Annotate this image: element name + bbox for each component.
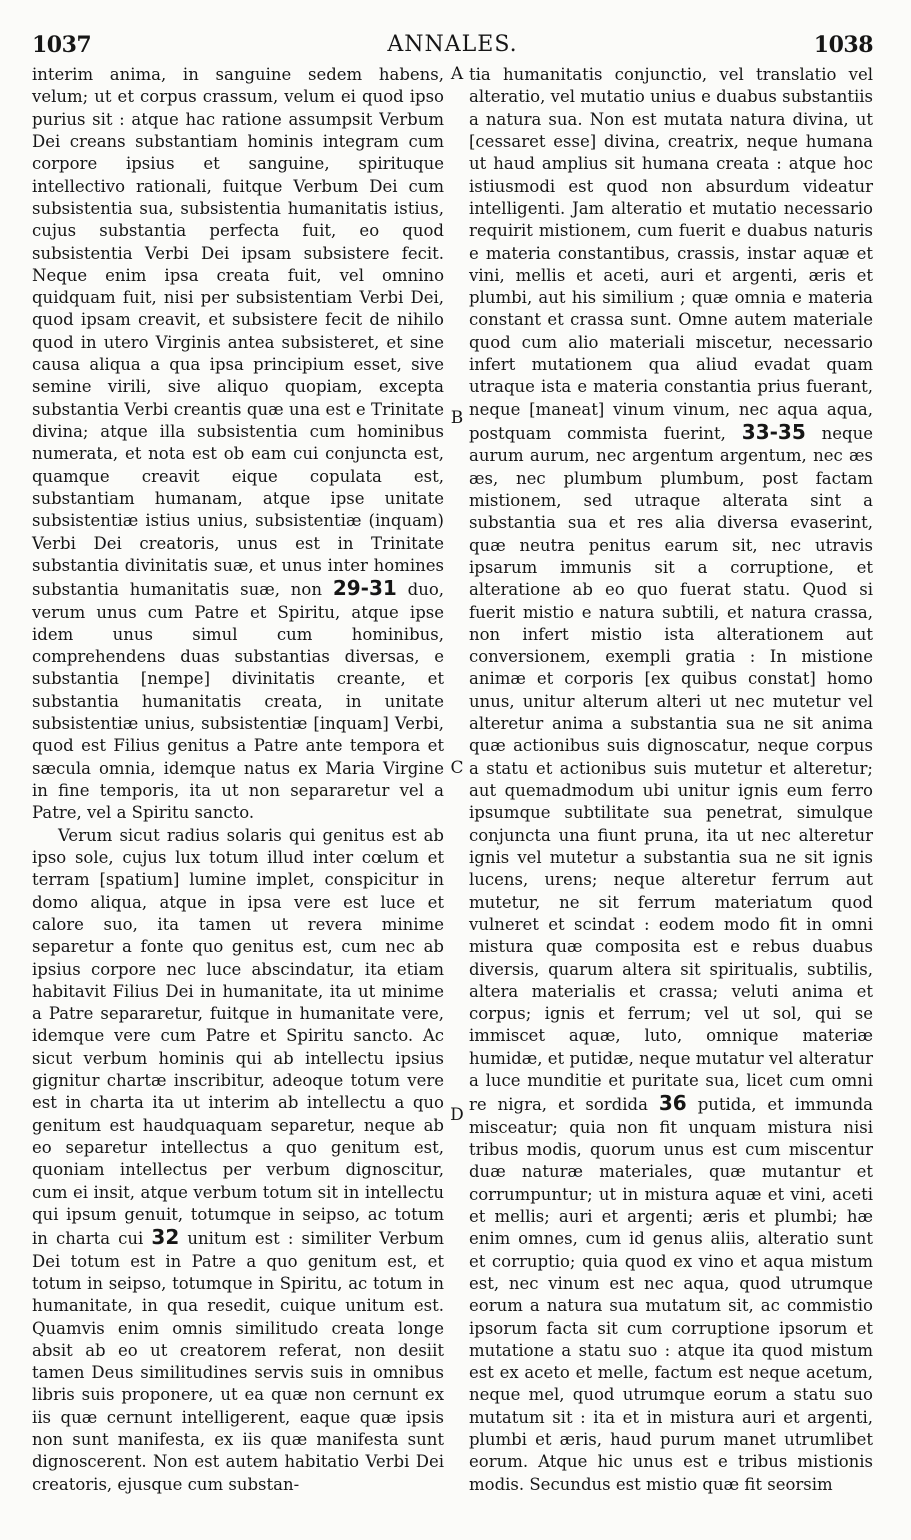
left-paragraph-2 <box>32 825 444 1496</box>
right-text-b: neque aurum aurum, nec argentum argentum, nec æs æs, nec plumbum plumbum, post factam mistionem, sed utraque alterata sint a substantia sua et res alia diversa evaserint, quæ neutra penitus earum sit, nec utravis ipsarum immunis sit a corruptione, et alteratione ab eo quo fuerat statu. Quod si fuerit mistio e natura subtili, et natura crassa, non infert mistio ista alterationem aut conversionem, exempli gratia : In mistione animæ et corporis [ex quibus constat] homo unus, unitur alterum alteri ut nec mutetur vel alteretur anima a substantia sua ne sit anima quæ actionibus suis dignoscatur, neque corpus a statu et actionibus suis mutetur et alteretur; aut quemadmodum ubi unitur ignis eum ferro ipsumque subtilitate sua penetrat, simulque conjuncta una fiunt pruna, ita ut nec alteretur ignis vel mutetur a substantia sua ne sit ignis lucens, urens; neque alteretur ferrum aut mutetur, ne sit ferrum materiatum quod vulneret et scindat : eodem modo fit in omni mistura quæ composita est e rebus duabus diversis, quarum altera sit spiritualis, subtilis, altera materialis et crassa; veluti anima et corpus; ignis et ferrum; vel ut sol, qui se immiscet aquæ, luto, omnique materiæ humidæ, et putidæ, neque mutatur vel alteratur a luce munditie et puritate sua, licet cum omni re nigra, et sordida <box>469 424 873 1115</box>
margin-marker-c: C <box>450 758 464 778</box>
right-text-c: putida, et immunda misceatur; quia non fit unquam mistura nisi tribus modis, quorum unus est cum miscentur duæ naturæ materiales, quæ mutantur et corrumpuntur; ut in mistura aquæ et vini, aceti et mellis; auri et argenti; æris et plumbi; hæ enim omnes, cum id genus aliis, alteratio sunt et corruptio; quia quod ex vino et aqua mistum est, nec vinum est nec aqua, quod utrumque eorum a natura sua mutatum sit, ac commistio ipsorum facta sit cum corruptione ipsorum et mutatione a statu suo : atque ita quod mistum est ex aceto et melle, factum est neque acetum, neque mel, quod utrumque eorum a statu suo mutatum sit : ita et in mistura auri et argenti, plumbi et æris, haud purum manet utrumlibet eorum. Atque hic unus est e tribus mistionis modis. Secundus est mistio quæ fit seorsim <box>469 1095 873 1494</box>
left-text-2b: unitum est : similiter Verbum Dei totum est in Patre a quo genitum est, et totum in seipso, totumque in Spiritu, ac totum in humanitate, in qua resedit, cuique unitum est. Quamvis enim omnis similitudo creata longe absit ab eo ut creatorem referat, non desiit tamen Deus similitudines servis suis in omnibus libris suis proponere, ut ea quæ non cernunt ex iis quæ cernunt intelligerent, eaque quæ ipsis non sunt manifesta, ex iis quæ manifesta sunt dignoscerent. Non est autem habitatio Verbi Dei creatoris, ejusque cum substan- <box>32 1229 445 1494</box>
margin-marker-b: B <box>450 408 464 428</box>
section-number-32: 32 <box>151 1225 180 1250</box>
section-number-33-35: 33-35 <box>741 420 806 444</box>
margin-marker-d: D <box>450 1105 464 1125</box>
section-number-29-31: 29-31 <box>332 576 397 601</box>
left-paragraph-1 <box>32 64 444 825</box>
page-number-left: 1037 <box>32 32 92 58</box>
left-column <box>32 64 444 1496</box>
right-column <box>469 64 873 1496</box>
left-text-1b: duo, verum unus cum Patre et Spiritu, atque ipse idem unus simul cum hominibus, comprehendens duas substantias diversas, e substantia [nempe] divinitatis creante, et substantia humanitatis creata, in unitate subsistentiæ unius, subsistentiæ [inquam] Verbi, quod est Filius genitus a Patre ante tempora et sæcula omnia, idemque natus ex Maria Virgine in fine temporis, ita ut non separaretur vel a Patre, vel a Spiritu sancto. <box>32 580 445 823</box>
left-text-2a: Verum sicut radius solaris qui genitus est ab ipso sole, cujus lux totum illud inter cœlum et terram [spatium] lumine implet, conspicitur in domo aliqua, atque in ipsa vere est luce et calore suo, ita tamen ut revera minime separetur a fonte quo genitus est, cum nec ab ipsius corpore nec luce abscindatur, ita etiam habitavit Filius Dei in humanitate, ita ut minime a Patre separaretur, fuitque in humanitate vere, idemque vere cum Patre et Spiritu sancto. Ac sicut verbum hominis qui ab intellectu ipsius gignitur chartæ inscribitur, adeoque totum vere est in charta ita ut interim ab intellectu a quo genitum est haudquaquam separetur, neque ab eo separetur intellectus a quo genitum est, quoniam intellectus per verbum dignoscitur, cum ei insit, atque verbum totum sit in intellectu qui ipsum genuit, totumque in seipso, ac totum in charta cui <box>32 825 444 1249</box>
margin-marker-a: A <box>450 64 464 84</box>
running-header <box>32 28 873 62</box>
page-number-right: 1038 <box>813 32 873 58</box>
right-paragraph-1 <box>469 64 873 1496</box>
section-number-36: 36 <box>658 1091 687 1116</box>
right-text-a: tia humanitatis conjunctio, vel translatio vel alteratio, vel mutatio unius e duabus substantiis a natura sua. Non est mutata natura divina, ut [cessaret esse] divina, creatrix, neque humana ut haud amplius sit humana creata : atque hoc istiusmodi est quod non absurdum videatur intelligenti. Jam alteratio et mutatio necessario requirit mistionem, cum fuerit e duabus naturis e materia constantibus, crassis, instar aquæ et vini, mellis et aceti, auri et argenti, æris et plumbi, aut his similium ; quæ omnia e materia constant et crassa sunt. Omne autem materiale quod cum alio materiali miscetur, necessario infert mutationem qua aliud evadat quam utraque ista e materia constantia prius fuerant, neque [maneat] vinum vinum, nec aqua aqua, postquam commista fuerint, <box>469 65 873 443</box>
left-text-1a: interim anima, in sanguine sedem habens, velum; ut et corpus crassum, velum ei quod ipso purius sit : atque hac ratione assumpsit Verbum Dei creans substantiam hominis integram cum corpore ipsius et sanguine, spirituque intellectivo rationali, fuitque Verbum Dei cum subsistentia sua, subsistentia humanitatis istius, cujus substantia perfecta fuit, eo quod subsistentia Verbi Dei ipsam subsistere fecit. Neque enim ipsa creata fuit, vel omnino quidquam fuit, nisi per subsistentiam Verbi Dei, quod ipsam creavit, et subsistere fecit de nihilo quod in utero Virginis antea subsisteret, et sine causa aliqua a qua ipsa principium esset, sive semine virili, sive aliquo quopiam, excepta substantia Verbi creantis quæ una est e Trinitate divina; atque illa subsistentia cum hominibus numerata, et nota est ob eam cui conjuncta est, quamque creavit eique copulata est, substantiam humanam, atque ipse unitate subsistentiæ istius unius, subsistentiæ (inquam) Verbi Dei creatoris, unus est in Trinitate substantia divinitatis suæ, et unus inter homines substantia humanitatis suæ, non <box>32 65 444 600</box>
running-title: ANNALES. <box>387 32 518 57</box>
